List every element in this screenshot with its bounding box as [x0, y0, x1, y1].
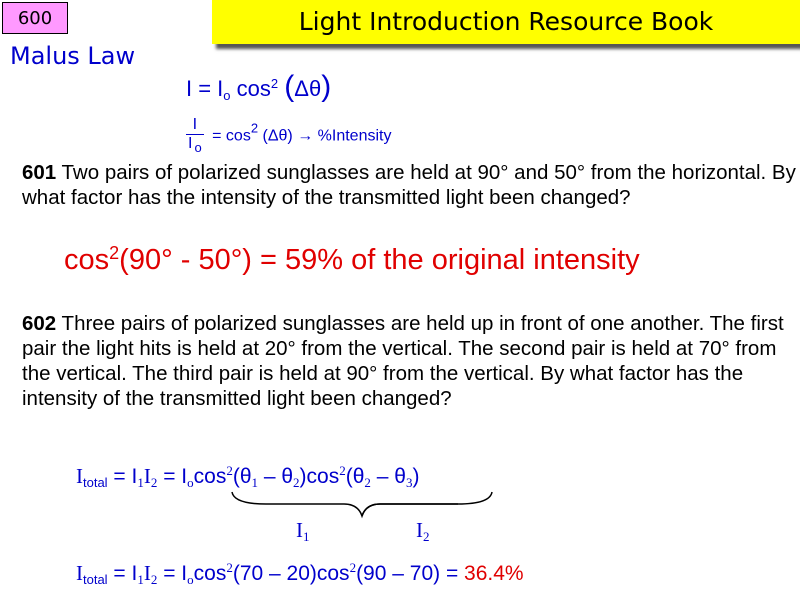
- eq-subscript: 1: [137, 475, 144, 490]
- eq-subscript: 3: [405, 475, 413, 490]
- section-title: Malus Law: [10, 42, 136, 70]
- answer-601: [64, 243, 640, 277]
- formula-text: I: [188, 135, 193, 152]
- eq-text: cos: [193, 562, 227, 585]
- brace-label-i1: [296, 518, 310, 545]
- solution-equation-general: [76, 463, 419, 491]
- fraction-numerator: I: [186, 116, 204, 135]
- problem-number: 602: [22, 312, 57, 335]
- problem-text: Two pairs of polarized sunglasses are held at 90° and 50° from the horizontal. By what factor has the intensity of the transmitted light been changed?: [22, 161, 796, 209]
- eq-text: = I: [107, 562, 138, 585]
- eq-subscript: total: [83, 475, 108, 490]
- malus-law-formula: [186, 70, 331, 104]
- eq-text: I: [143, 464, 151, 488]
- eq-subscript: 2: [293, 475, 300, 490]
- formula-paren: ): [321, 70, 332, 103]
- title-banner: Light Introduction Resource Book: [212, 0, 800, 44]
- formula-exponent: 2: [270, 76, 279, 91]
- label-text: I: [416, 518, 423, 542]
- formula-subscript: o: [223, 88, 231, 103]
- eq-text: )cos: [299, 465, 340, 488]
- answer-text: (90° - 50°) = 59% of the original intensity: [119, 244, 640, 276]
- eq-subscript: o: [187, 572, 194, 587]
- eq-exponent: 2: [339, 463, 346, 478]
- intensity-ratio-formula: [186, 116, 391, 157]
- eq-exponent: 2: [349, 560, 357, 575]
- eq-subscript: 2: [150, 475, 158, 490]
- formula-text: Δθ: [294, 76, 322, 101]
- eq-subscript: o: [187, 475, 194, 490]
- eq-text: = I: [157, 465, 188, 488]
- eq-text: – θ: [258, 465, 294, 488]
- problem-601: [22, 160, 800, 210]
- eq-text: – θ: [370, 465, 406, 488]
- eq-text: (θ: [345, 465, 365, 488]
- formula-text: → %Intensity: [297, 127, 392, 145]
- solution-equation-numeric: [76, 560, 524, 588]
- eq-text: I: [76, 464, 83, 488]
- eq-text: = I: [157, 562, 188, 585]
- slide-number-badge: 600: [2, 2, 68, 34]
- formula-subscript: o: [194, 140, 202, 155]
- formula-exponent: 2: [250, 120, 259, 136]
- eq-text: I: [143, 561, 151, 585]
- fraction-denominator: [186, 135, 204, 157]
- eq-text: (90 – 70) =: [356, 562, 465, 585]
- problem-number: 601: [22, 161, 57, 184]
- answer-exponent: 2: [109, 243, 120, 263]
- eq-subscript: 2: [364, 475, 371, 490]
- formula-paren: (: [284, 70, 295, 103]
- eq-text: = I: [107, 465, 138, 488]
- eq-subscript: 1: [137, 572, 144, 587]
- eq-text: ): [412, 465, 420, 488]
- label-subscript: 2: [423, 529, 430, 544]
- formula-text: I = I: [186, 76, 224, 101]
- answer-text: cos: [64, 244, 110, 276]
- label-text: I: [296, 518, 303, 542]
- problem-text: Three pairs of polarized sunglasses are held up in front of one another. The first pair the light hits is held at 20° from the vertical. The second pair is held at 70° from the vertical. The third pair is held at 90° from the vertical. By what factor has the intensity of the transmitted light been changed?: [22, 312, 784, 410]
- eq-subscript: 1: [251, 475, 259, 490]
- final-result: 36.4%: [464, 562, 524, 585]
- formula-text: = cos: [212, 127, 251, 145]
- brace-label-i2: [416, 518, 430, 545]
- eq-text: I: [76, 561, 83, 585]
- fraction: [186, 116, 204, 157]
- eq-text: (70 – 20)cos: [232, 562, 350, 585]
- formula-text: cos: [230, 76, 271, 101]
- eq-text: cos: [193, 465, 227, 488]
- underbraces: [226, 490, 506, 520]
- brace-i2: [362, 492, 492, 516]
- label-subscript: 1: [303, 529, 310, 544]
- eq-subscript: 2: [150, 572, 158, 587]
- eq-text: (θ: [232, 465, 252, 488]
- eq-exponent: 2: [226, 463, 233, 478]
- eq-exponent: 2: [226, 560, 233, 575]
- eq-subscript: total: [83, 572, 108, 587]
- formula-text: (Δθ): [262, 127, 293, 145]
- problem-602: [22, 311, 800, 411]
